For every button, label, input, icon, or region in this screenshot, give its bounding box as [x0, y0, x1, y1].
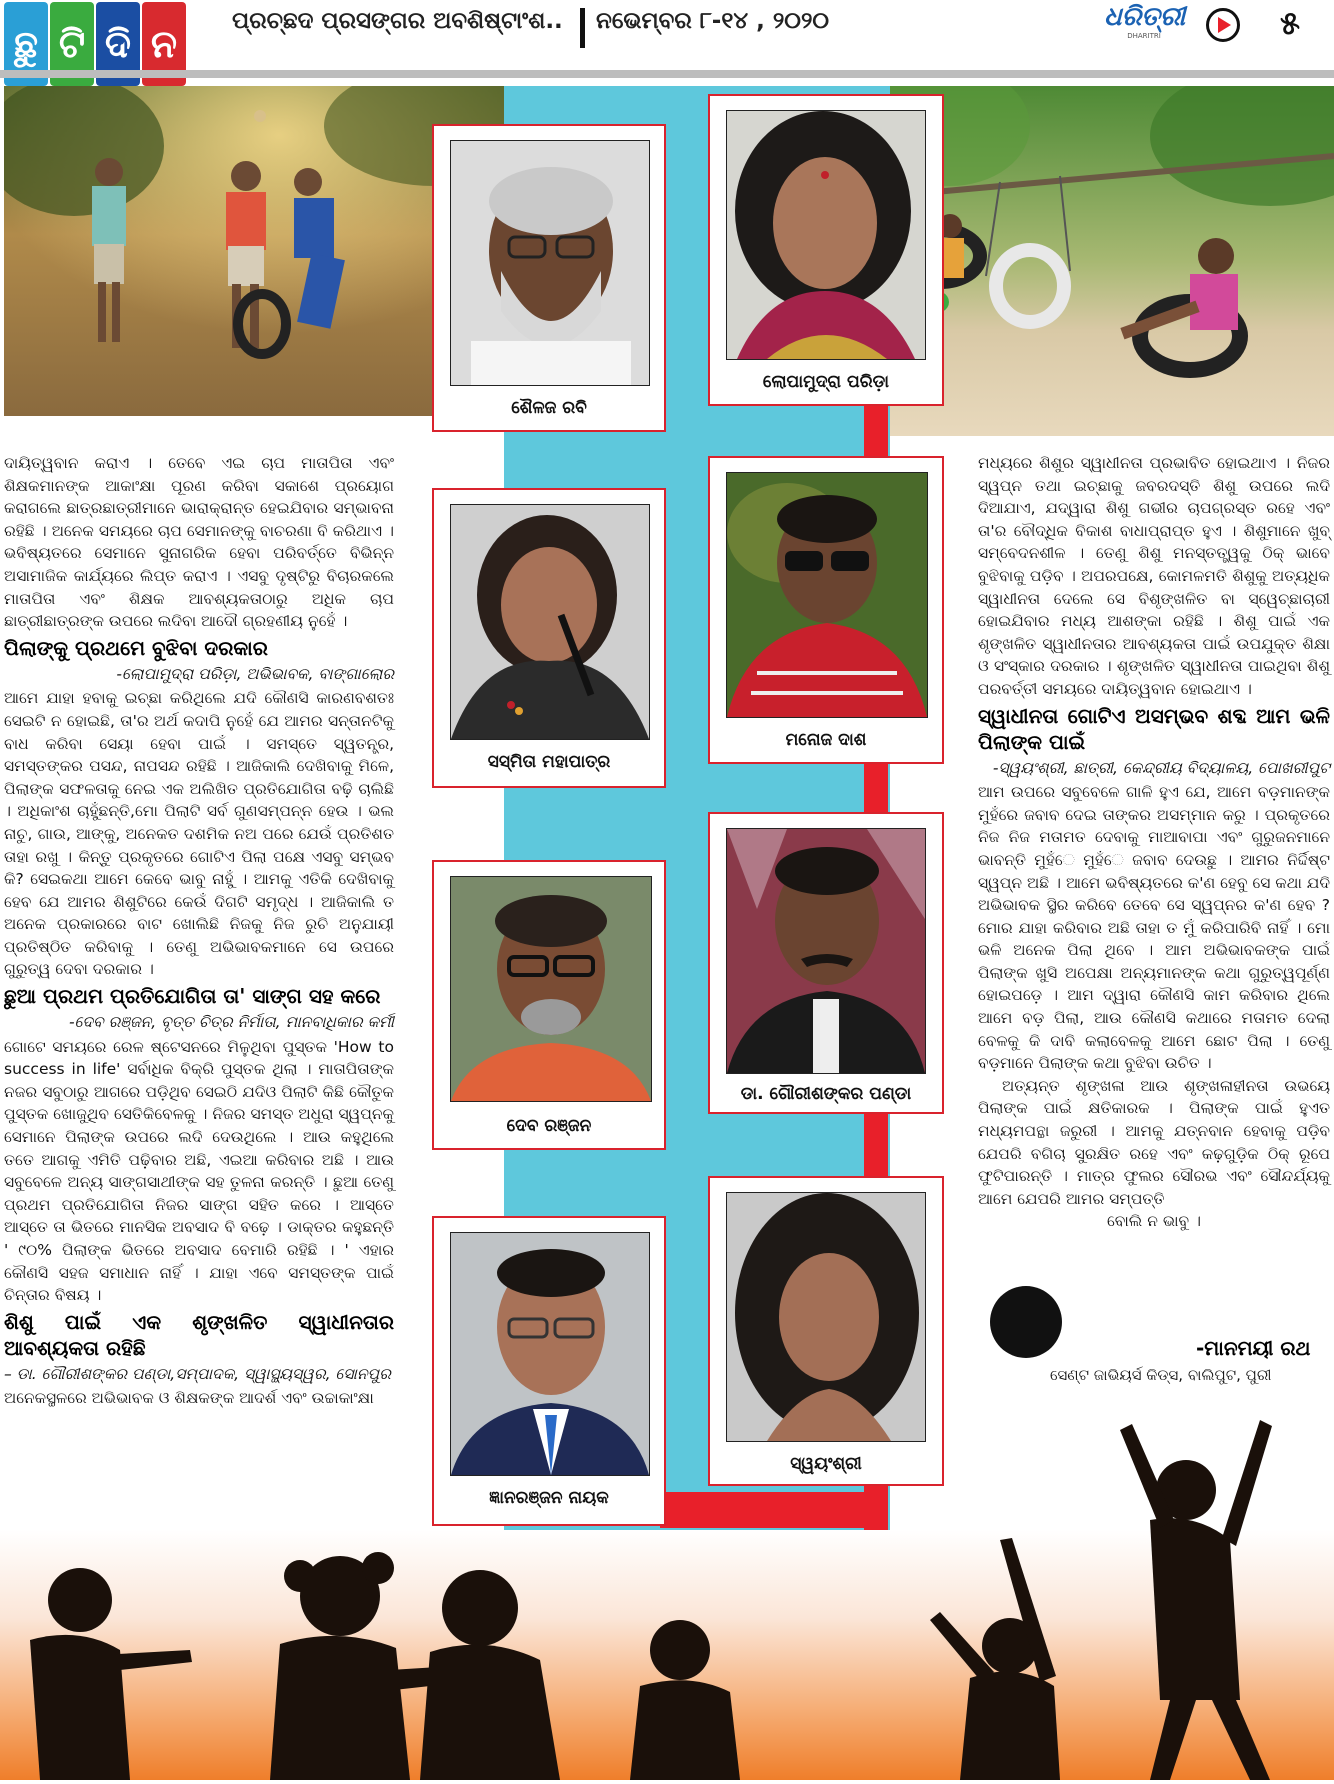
right-byline-1: -ସ୍ୱୟଂଶ୍ରୀ, ଛାତ୍ରୀ, କେନ୍ଦ୍ରୀୟ ବିଦ୍ୟାଳୟ, ପୋଖରୀପୁଟ — [992, 758, 1330, 777]
header-rule — [0, 70, 1334, 78]
right-heading-1: ସ୍ୱାଧୀନତା ଗୋଟିଏ ଅସମ୍ଭବ ଶବ୍ଦ ଆମ ଭଳି ପିଲାଙ୍କ ପାଇଁ — [978, 703, 1330, 754]
left-byline-2: -ଦେବ ରଞ୍ଜନ, ବୃତ୍ତ ଚିତ୍ର ନିର୍ମାତା, ମାନବାଧିକାର କର୍ମୀ — [68, 1013, 394, 1032]
right-paragraph-3-end: ବୋଲି ନ ଭାବୁ । — [1106, 1212, 1202, 1231]
left-heading-3: ଶିଶୁ ପାଇଁ ଏକ ଶୃଙ୍ଖଳିତ ସ୍ୱାଧୀନତାର ଆବଶ୍ୟକତା ରହିଛି — [4, 1309, 394, 1360]
photo-children-playing — [4, 86, 504, 416]
right-column — [978, 452, 1330, 1233]
portrait-caption-3: ସସ୍ମିତା ମହାପାତ୍ର — [487, 752, 611, 772]
portrait-frame-3 — [432, 488, 666, 788]
left-byline-1: -ଲୋପାମୁଦ୍ରା ପରିଡ଼ା, ଅଭିଭାବକ, ବାଙ୍ଗାଲୋର — [116, 664, 394, 683]
page-headline: ପ୍ରଚ୍ଛଦ ପ୍ରସଙ୍ଗର ଅବଶିଷ୍ଟାଂଶ.. — [232, 8, 563, 34]
left-paragraph-2: ଆମେ ଯାହା ହବାକୁ ଇଚ୍ଛା କରିଥିଲେ ଯଦି କୌଣସି କାରଣବଶତଃ ସେଇଟି ନ ହୋଇଛି, ତା'ର ଅର୍ଥ କଦାପି ନୁହେଁ ଯେ ଆମର ସନ୍ତାନଟିକୁ ବାଧ କରିବା ସେୟା ହେବା ପାଇଁ । ସମସ୍ତେ ସ୍ୱତନ୍ତ୍ର, ସମସ୍ତଙ୍କର ପସନ୍ଦ, ନାପସନ୍ଦ ରହିଛି । ଆଜିକାଲି ଦେଖିବାକୁ ମିଳେ, ପିଲାଙ୍କ ସଫଳତାକୁ ନେଇ ଏକ ଅଲିଖିତ ପ୍ରତିଯୋଗିତା ବଢ଼ି ଚାଲିଛି । ଅଧିକାଂଶ ଚାହୁଁଛନ୍ତି,ମୋ ପିଲାଟି ସର୍ବ ଗୁଣସମ୍ପନ୍ନ ହେଉ । ଭଲ ନାଚୁ, ଗାଉ, ଆଙ୍କୁ, ଅନେକତ ଦଶମିକ ନଅ ପରେ ଯେଉଁ ପ୍ରତିଶତ ତାହା ରଖୁ । କିନ୍ତୁ ପ୍ରକୃତରେ ଗୋଟିଏ ପିଲା ପକ୍ଷେ ଏସବୁ ସମ୍ଭବ କି? ସେଇକଥା ଆମେ କେବେ ଭାବୁ ନାହୁଁ । ଆମକୁ ଏତିକି ଦେଖିବାକୁ ହେବ ଯେ ଆମର ଶିଶୁଟିରେ କେଉଁ ଦିଗଟି ସମୃଦ୍ଧ । ଆଜିକାଲି ତ ଅନେକ ପ୍ରକାରରେ ବାଟ ଖୋଲିଛି ନିଜକୁ ନିଜ ରୁଚି ଅନୁଯାୟୀ ପ୍ରତିଷ୍ଠିତ କରିବାକୁ । ତେଣୁ ଅଭିଭାବକମାନେ ସେ ଉପରେ ଗୁରୁତ୍ୱ ଦେବା ଦରକାର । — [4, 689, 394, 979]
photo-playground-swings — [890, 86, 1334, 436]
right-paragraph-1: ମଧ୍ୟରେ ଶିଶୁର ସ୍ୱାଧୀନତା ପ୍ରଭାବିତ ହୋଇଥାଏ । ନିଜର ସ୍ୱପ୍ନ ତଥା ଇଚ୍ଛାକୁ ଜବରଦସ୍ତି ଶିଶୁ ଉପରେ ଲଦି ଦିଆଯାଏ, ଯଦ୍ୱାରା ଶିଶୁ ଗଭୀର ଚାପଗ୍ରସ୍ତ ରହେ ଏବଂ ତା'ର ବୌଦ୍ଧିକ ବିକାଶ ବାଧାପ୍ରାପ୍ତ ହୁଏ । ଶିଶୁମାନେ ଖୁବ୍ ସମ୍ବେଦନଶୀଳ । ତେଣୁ ଶିଶୁ ମନସ୍ତତ୍ତ୍ୱକୁ ଠିକ୍ ଭାବେ ବୁଝିବାକୁ ପଡ଼ିବ । ଅପରପକ୍ଷେ, କୋମଳମତି ଶିଶୁକୁ ଅତ୍ୟଧିକ ସ୍ୱାଧୀନତା ଦେଲେ ସେ ବିଶୃଙ୍ଖଳିତ ବା ସ୍ୱେଚ୍ଛାଚାରୀ ହୋଇଯିବାର ମଧ୍ୟ ଆଶଙ୍କା ରହିଛି । ଶିଶୁ ପାଇଁ ଏକ ଶୃଙ୍ଖଳିତ ସ୍ୱାଧୀନତାର ଆବଶ୍ୟକତା ପାଇଁ ଉପଯୁକ୍ତ ଶିକ୍ଷା ଓ ସଂସ୍କାର ଦରକାର । ଶୃଙ୍ଖଳିତ ସ୍ୱାଧୀନତା ପାଇଥିବା ଶିଶୁ ପରବର୍ତ୍ତୀ ସମୟରେ ଦାୟିତ୍ୱବାନ ହୋଇଥାଏ । — [978, 454, 1330, 698]
play-icon — [1206, 8, 1240, 42]
brand-subtitle: DHARITRI — [1127, 32, 1161, 40]
left-paragraph-1: ଦାୟିତ୍ୱବାନ କରାଏ । ତେବେ ଏଇ ଚାପ ମାତାପିତା ଏବଂ ଶିକ୍ଷକମାନଙ୍କ ଆକାଂକ୍ଷା ପୂରଣ କରିବା ସକାଶେ ପ୍ରୟୋଗ କରାଗଲେ ଛାତ୍ରଛାତ୍ରୀମାନେ ଭାରାକ୍ରାନ୍ତ ହେଇଯିବାର ସମ୍ଭାବନା ରହିଛି । ଅନେକ ସମୟରେ ଚାପ ସେମାନଙ୍କୁ ବାଚରଣା ବି କରିଥାଏ । ଭବିଷ୍ୟତରେ ସେମାନେ ସୁନାଗରିକ ହେବା ପରିବର୍ତ୍ତେ ବିଭିନ୍ନ ଅସାମାଜିକ କାର୍ଯ୍ୟରେ ଲିପ୍ତ କରାଏ । ଏସବୁ ଦୃଷ୍ଟିରୁ ବିଚାରକଲେ ମାତାପିତା ଏବଂ ଶିକ୍ଷକ ଆବଶ୍ୟକତାଠାରୁ ଅଧିକ ଚାପ ଛାତ୍ରୀଛାତ୍ରଙ୍କ ଉପରେ ଲଦିବା ଆଦୌ ଗ୍ରହଣୀୟ ନୁହେଁ । — [4, 454, 394, 631]
portrait-caption-5: ଦେବ ରଞ୍ଜନ — [506, 1116, 592, 1136]
left-paragraph-4: ଅନେକସ୍ଥଳରେ ଅଭିଭାବକ ଓ ଶିକ୍ଷକଙ୍କ ଆଦର୍ଶ ଏବଂ ଉଚ୍ଚାକାଂକ୍ଷା — [4, 1389, 374, 1408]
logo-tile-4: ନ — [142, 2, 186, 86]
portrait-frame-6 — [708, 812, 944, 1114]
portrait-caption-6: ଡା. ଗୌରୀଶଙ୍କର ପଣ୍ଡା — [740, 1084, 912, 1104]
header-divider — [580, 8, 585, 48]
portrait-caption-8: ସ୍ୱୟଂଶ୍ରୀ — [790, 1454, 862, 1474]
portrait-caption-2: ଲୋପାମୁଦ୍ରା ପରିଡ଼ା — [762, 372, 890, 392]
right-paragraph-2: ଆମ ଉପରେ ସବୁବେଳେ ଗାଳି ହୁଏ ଯେ, ଆମେ ବଡ଼ମାନଙ୍କ ମୁହଁରେ ଜବାବ ଦେଇ ତାଙ୍କର ଅସମ୍ମାନ କରୁ । ପ୍ରକୃତରେ ନିଜ ନିଜ ମତାମତ ଦେବାକୁ ମାଆବାପା ଏବଂ ଗୁରୁଜନମାନେ ଭାବନ୍ତି ମୁହଁେ ମୁହଁେ ଜବାବ ଦେଉଛୁ । ଆମର ନିର୍ଦ୍ଦିଷ୍ଟ ସ୍ୱପ୍ନ ଅଛି । ଆମେ ଭବିଷ୍ୟତରେ କ'ଣ ହେବୁ ସେ କଥା ଯଦି ଅଭିଭାବକ ସ୍ଥିର କରିବେ ତେବେ ସେ ସ୍ୱପ୍ନର କ'ଣ ହେବ ? ମୋର ଯାହା କରିବାର ଅଛି ତାହା ତ ମୁଁ କରିପାରିବି ନାହିଁ । ମୋ ଭଳି ଅନେକ ପିଲା ଥିବେ । ଆମ ଅଭିଭାବକଙ୍କ ପାଇଁ ପିଲାଙ୍କ ଖୁସି ଅପେକ୍ଷା ଅନ୍ୟମାନଙ୍କ କଥା ଗୁରୁତ୍ୱପୂର୍ଣ୍ଣ ହୋଇପଡ଼େ । ଆମ ଦ୍ୱାରା କୌଣସି କାମ କରିବାର ଥିଲେ ଆମେ ବଡ଼ ପିଲା, ଆଉ କୌଣସି କଥାରେ ମତାମତ ଦେଲା ବେଳକୁ କି ଦାବି କଲାବେଳକୁ ଆମେ ଛୋଟ ପିଲା । ତେଣୁ ବଡ଼ମାନେ ପିଲାଙ୍କ କଥା ବୁଝିବା ଉଚିତ । — [978, 783, 1330, 1073]
issue-date: ନଭେମ୍ବର ୮-୧୪ , ୨୦୨୦ — [596, 8, 830, 34]
portrait-frame-2 — [708, 94, 944, 406]
left-paragraph-3: ଗୋଟେ ସମୟରେ ରେଳ ଷ୍ଟେସନରେ ମିଳୁଥିବା ପୁସ୍ତକ 'How to success in life' ସର୍ବାଧିକ ବିକ୍ରି ପୁସ୍ତକ ଥିଲା । ମାତାପିତାଙ୍କ ନଜର ସବୁଠାରୁ ଆଗରେ ପଡ଼ିଥିବ ସେଇଠି ଯଦିଓ ପିଲାଟି କିଛି କୌତୁକ ପୁସ୍ତକ ଖୋଜୁଥିବ ସେତିକିବେଳକୁ । ନିଜର ସମସ୍ତ ଅଧୁରା ସ୍ୱପ୍ନକୁ ସେମାନେ ପିଲାଙ୍କ ଉପରେ ଲଦି ଦେଉଥିଲେ । ଆଉ କହୁଥିଲେ ତତେ ଆଗକୁ ଏମିତି ପଢ଼ିବାର ଅଛି, ଏଇଆ କରିବାର ଅଛି । ଆଉ ସବୁବେଳେ ଅନ୍ୟ ସାଙ୍ଗସାଥୀଙ୍କ ସହ ତୁଳନା କରନ୍ତି । ଛୁଆ ତେଣୁ ପ୍ରଥମ ପ୍ରତିଯୋଗିତା ନିଜର ସାଙ୍ଗ ସହିତ କରେ । ଆସ୍ତେ ଆସ୍ତେ ତା ଭିତରେ ମାନସିକ ଅବସାଦ ବି ବଢ଼େ । ଡାକ୍ତର କହୁଛନ୍ତି ' ୯୦% ପିଲାଙ୍କ ଭିତରେ ଅବସାଦ ବେମାରି ରହିଛି । ' ଏହାର କୌଣସି ସହଜ ସମାଧାନ ନାହିଁ । ଯାହା ଏବେ ସମସ୍ତଙ୍କ ପାଇଁ ଚିନ୍ତାର ବିଷୟ । — [4, 1037, 394, 1305]
portrait-frame-4 — [708, 456, 944, 764]
logo-tile-2: ଟି — [50, 2, 94, 86]
portrait-photo-4 — [726, 472, 928, 718]
logo-tile-3: ଦି — [96, 2, 140, 86]
left-heading-2: ଛୁଆ ପ୍ରଥମ ପ୍ରତିଯୋଗିତା ତା' ସାଙ୍ଗ ସହ କରେ — [4, 984, 381, 1009]
portrait-caption-1: ଶୈଳଜ ରବି — [511, 398, 587, 418]
portrait-photo-1 — [450, 140, 650, 386]
portrait-caption-4: ମନୋଜ ଦାଶ — [785, 730, 867, 750]
logo-tile-1: ଛୁ — [4, 2, 48, 86]
page-number: ୫ — [1280, 4, 1300, 42]
brand-name: ଧରିତ୍ରୀ — [1104, 2, 1186, 32]
left-heading-1: ପିଲାଙ୍କୁ ପ୍ରଥମେ ବୁଝିବା ଦରକାର — [4, 635, 268, 660]
portrait-frame-5 — [432, 860, 666, 1150]
end-mark-dot — [990, 1286, 1062, 1358]
author-signature: -ମାନମୟୀ ରଥ — [1196, 1336, 1311, 1360]
portrait-photo-3 — [450, 504, 650, 740]
portrait-photo-6 — [726, 828, 926, 1074]
portrait-frame-1 — [432, 124, 666, 432]
left-column — [4, 452, 394, 1410]
author-signature-subtitle: ସେଣ୍ଟ ଜାଭିୟର୍ସ କିଡ୍ସ, ବାଲିପୁଟ, ପୁରୀ — [1050, 1366, 1272, 1384]
portrait-photo-5 — [450, 876, 652, 1102]
left-byline-3: – ଡା. ଗୌରୀଶଙ୍କର ପଣ୍ଡା,ସମ୍ପାଦକ, ସ୍ୱାସ୍ଥ୍ୟସ୍ୱର, ସୋନପୁର — [4, 1364, 391, 1383]
right-paragraph-3: ଅତ୍ୟନ୍ତ ଶୃଙ୍ଖଳା ଆଉ ଶୃଙ୍ଖଳାହୀନତା ଉଭୟେ ପିଲାଙ୍କ ପାଇଁ କ୍ଷତିକାରକ । ପିଲାଙ୍କ ପାଇଁ ହୁଏତ ମଧ୍ୟମପନ୍ଥା ଜରୁରୀ । ଆମକୁ ଯତ୍ନବାନ ହେବାକୁ ପଡ଼ିବ ଯେପରି ବଗିଚା ସୁରକ୍ଷିତ ରହେ ଏବଂ କଢ଼ଗୁଡ଼ିକ ଠିକ୍ ରୂପେ ଫୁଟିପାରନ୍ତି । ମାତ୍ର ଫୁଲର ସୌରଭ ଏବଂ ସୌନ୍ଦର୍ଯ୍ୟକୁ ଆମେ ଯେପରି ଆମର ସମ୍ପତ୍ତି — [978, 1076, 1330, 1208]
silhouette-band — [0, 1400, 1334, 1780]
brand-logo — [1104, 2, 1184, 46]
portrait-caption-7: ଜ୍ଞାନରଞ୍ଜନ ନାୟକ — [489, 1488, 609, 1508]
portrait-photo-2 — [726, 110, 926, 360]
